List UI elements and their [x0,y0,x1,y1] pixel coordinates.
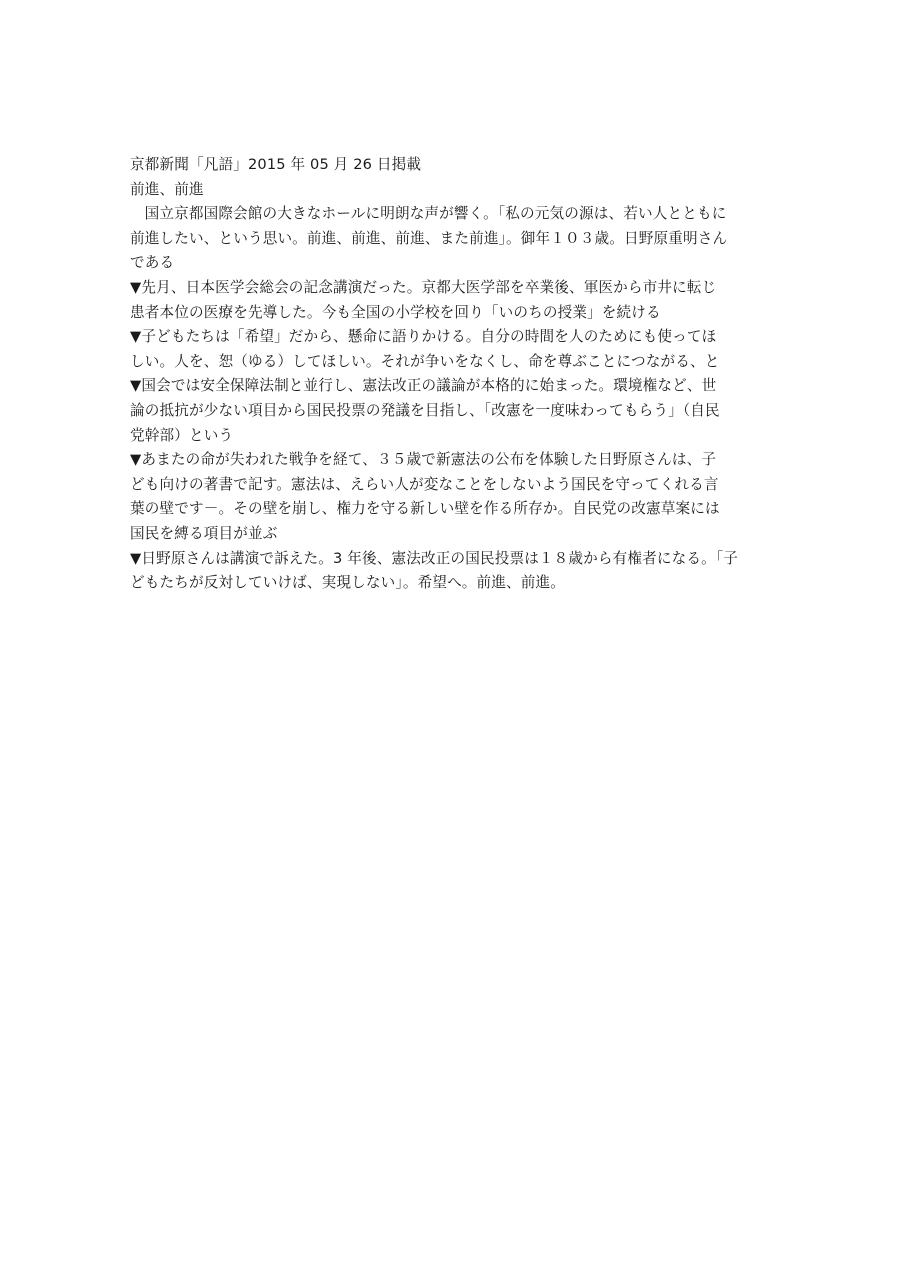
paragraph-line: 葉の壁です－。その壁を崩し、権力を守る新しい壁を作る所存か。自民党の改憲草案には [130,500,720,518]
paragraph-line: ▼あまたの命が失われた戦争を経て、３５歳で新憲法の公布を体験した日野原さんは、子 [130,451,717,469]
paragraph-line: ▼先月、日本医学会総会の記念講演だった。京都大医学部を卒業後、軍医から市井に転じ [130,278,717,296]
paragraph [130,547,790,596]
paragraph [130,202,790,276]
paragraph-line: である [130,254,175,272]
paragraph-line: 患者本位の医療を先導した。今も全国の小学校を回り「いのちの授業」を続ける [130,303,661,321]
paragraph-line: どもたちが反対していけば、実現しない」。希望へ。前進、前進。 [130,574,566,592]
article-body [130,202,790,596]
paragraph-line: 国立京都国際会館の大きなホールに明朗な声が響く。「私の元気の源は、若い人とともに [144,205,727,223]
paragraph [130,325,790,374]
paragraph-line: ども向けの著書で記す。憲法は、えらい人が変なことをしないよう国民を守ってくれる言 [130,475,719,493]
paragraph-line: ▼子どもたちは「希望」だから、懸命に語りかける。自分の時間を人のためにも使ってほ [130,328,717,346]
paragraph-line: 国民を縛る項目が並ぶ [130,524,278,542]
paragraph-line: 前進したい、という思い。前進、前進、前進、また前進」。御年１０３歳。日野原重明さん [130,229,728,247]
paragraph-line: ▼国会では安全保障法制と並行し、憲法改正の議論が本格的に始まった。環境権など、世 [130,377,717,395]
paragraph-line: 党幹部）という [130,426,234,444]
paragraph [130,448,790,546]
paragraph [130,374,790,448]
source-line: 京都新聞「凡語」2015 年 05 月 26 日掲載 [130,156,422,173]
paragraph [130,276,790,325]
paragraph-line: 論の抵抗が少ない項目から国民投票の発議を目指し、「改憲を一度味わってもらう」（自民 [130,401,720,419]
paragraph-line: しい。人を、恕（ゆる）してほしい。それが争いをなくし、命を尊ぶことにつながる、と [130,352,720,370]
headline: 前進、前進 [130,180,204,198]
paragraph-line: ▼日野原さんは講演で訴えた。3 年後、憲法改正の国民投票は１８歳から有権者になる。「子 [130,549,739,567]
article [130,153,790,596]
